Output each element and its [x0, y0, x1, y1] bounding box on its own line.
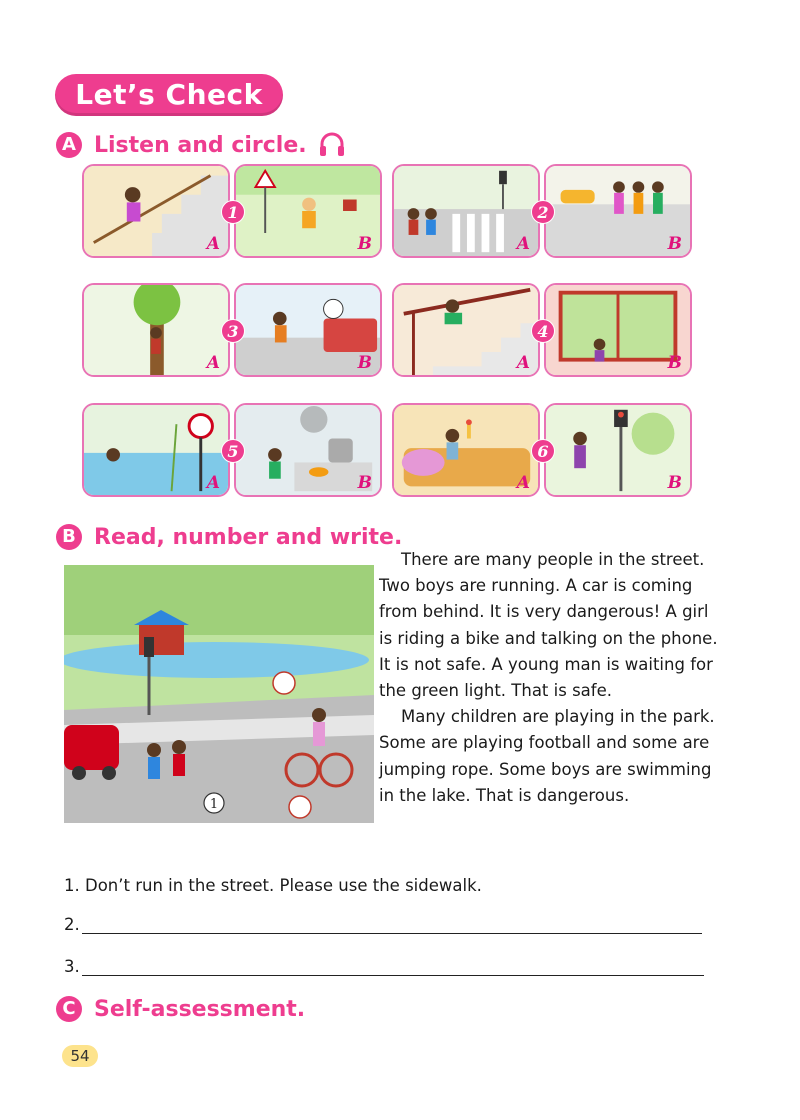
picture-row-2 — [82, 283, 692, 377]
answer-line-3 — [64, 956, 704, 976]
picture-4b[interactable] — [544, 283, 692, 377]
item-number: 5 — [221, 439, 245, 463]
item-number: 3 — [221, 319, 245, 343]
label-b: B — [667, 473, 682, 493]
reading-passage — [379, 547, 719, 809]
label-b: B — [667, 234, 682, 254]
item-number: 1 — [221, 200, 245, 224]
section-b-header — [56, 524, 402, 550]
picture-5a[interactable] — [82, 403, 230, 497]
section-b-title: Read, number and write. — [94, 524, 403, 550]
label-b: B — [357, 353, 372, 373]
label-b: B — [357, 234, 372, 254]
item-5 — [82, 403, 382, 497]
label-a: A — [206, 473, 220, 493]
item-number: 6 — [531, 439, 555, 463]
picture-3b[interactable] — [234, 283, 382, 377]
answer-line-1 — [64, 876, 482, 895]
item-1 — [82, 164, 382, 258]
section-a-letter: A — [56, 132, 82, 158]
item-number: 4 — [531, 319, 555, 343]
picture-6a[interactable] — [392, 403, 540, 497]
scene-number-marker: 1 — [209, 797, 219, 812]
answer-3-blank[interactable] — [82, 956, 704, 976]
picture-1b[interactable] — [234, 164, 382, 258]
answer-2-blank[interactable] — [82, 914, 702, 934]
picture-4a[interactable] — [392, 283, 540, 377]
street-park-scene — [64, 565, 374, 823]
label-a: A — [206, 353, 220, 373]
answer-3-prefix: 3. — [64, 957, 80, 976]
label-a: A — [516, 353, 530, 373]
picture-6b[interactable] — [544, 403, 692, 497]
picture-5b[interactable] — [234, 403, 382, 497]
item-number: 2 — [531, 200, 555, 224]
picture-1a[interactable] — [82, 164, 230, 258]
headphones-icon — [317, 130, 347, 160]
label-a: A — [206, 234, 220, 254]
section-c-letter: C — [56, 996, 82, 1022]
section-c-header — [56, 996, 305, 1022]
item-4 — [392, 283, 692, 377]
passage-paragraph-2: Many children are playing in the park. Some are playing football and some are jumping rope. Some boys are swimming in the lake. That is dangerous. — [379, 707, 715, 805]
section-c-title: Self-assessment. — [94, 996, 306, 1022]
answer-2-prefix: 2. — [64, 915, 80, 934]
picture-row-3 — [82, 403, 692, 497]
section-b-letter: B — [56, 524, 82, 550]
item-2 — [392, 164, 692, 258]
item-6 — [392, 403, 692, 497]
label-b: B — [667, 353, 682, 373]
picture-2a[interactable] — [392, 164, 540, 258]
picture-3a[interactable] — [82, 283, 230, 377]
label-a: A — [516, 473, 530, 493]
picture-2b[interactable] — [544, 164, 692, 258]
label-a: A — [516, 234, 530, 254]
label-b: B — [357, 473, 372, 493]
picture-row-1 — [82, 164, 692, 258]
lets-check-banner: Let’s Check — [55, 74, 283, 116]
answer-1-text: 1. Don’t run in the street. Please use the sidewalk. — [64, 876, 482, 895]
item-3 — [82, 283, 382, 377]
section-a-title: Listen and circle. — [94, 132, 307, 158]
section-a-header — [56, 130, 347, 160]
answer-line-2 — [64, 914, 702, 934]
passage-paragraph-1: There are many people in the street. Two boys are running. A car is coming from behind. It is very dangerous! A girl is riding a bike and talking on the phone. It is not safe. A young man is waiting for the green light. That is safe. — [379, 550, 718, 701]
page-number: 54 — [62, 1045, 98, 1067]
